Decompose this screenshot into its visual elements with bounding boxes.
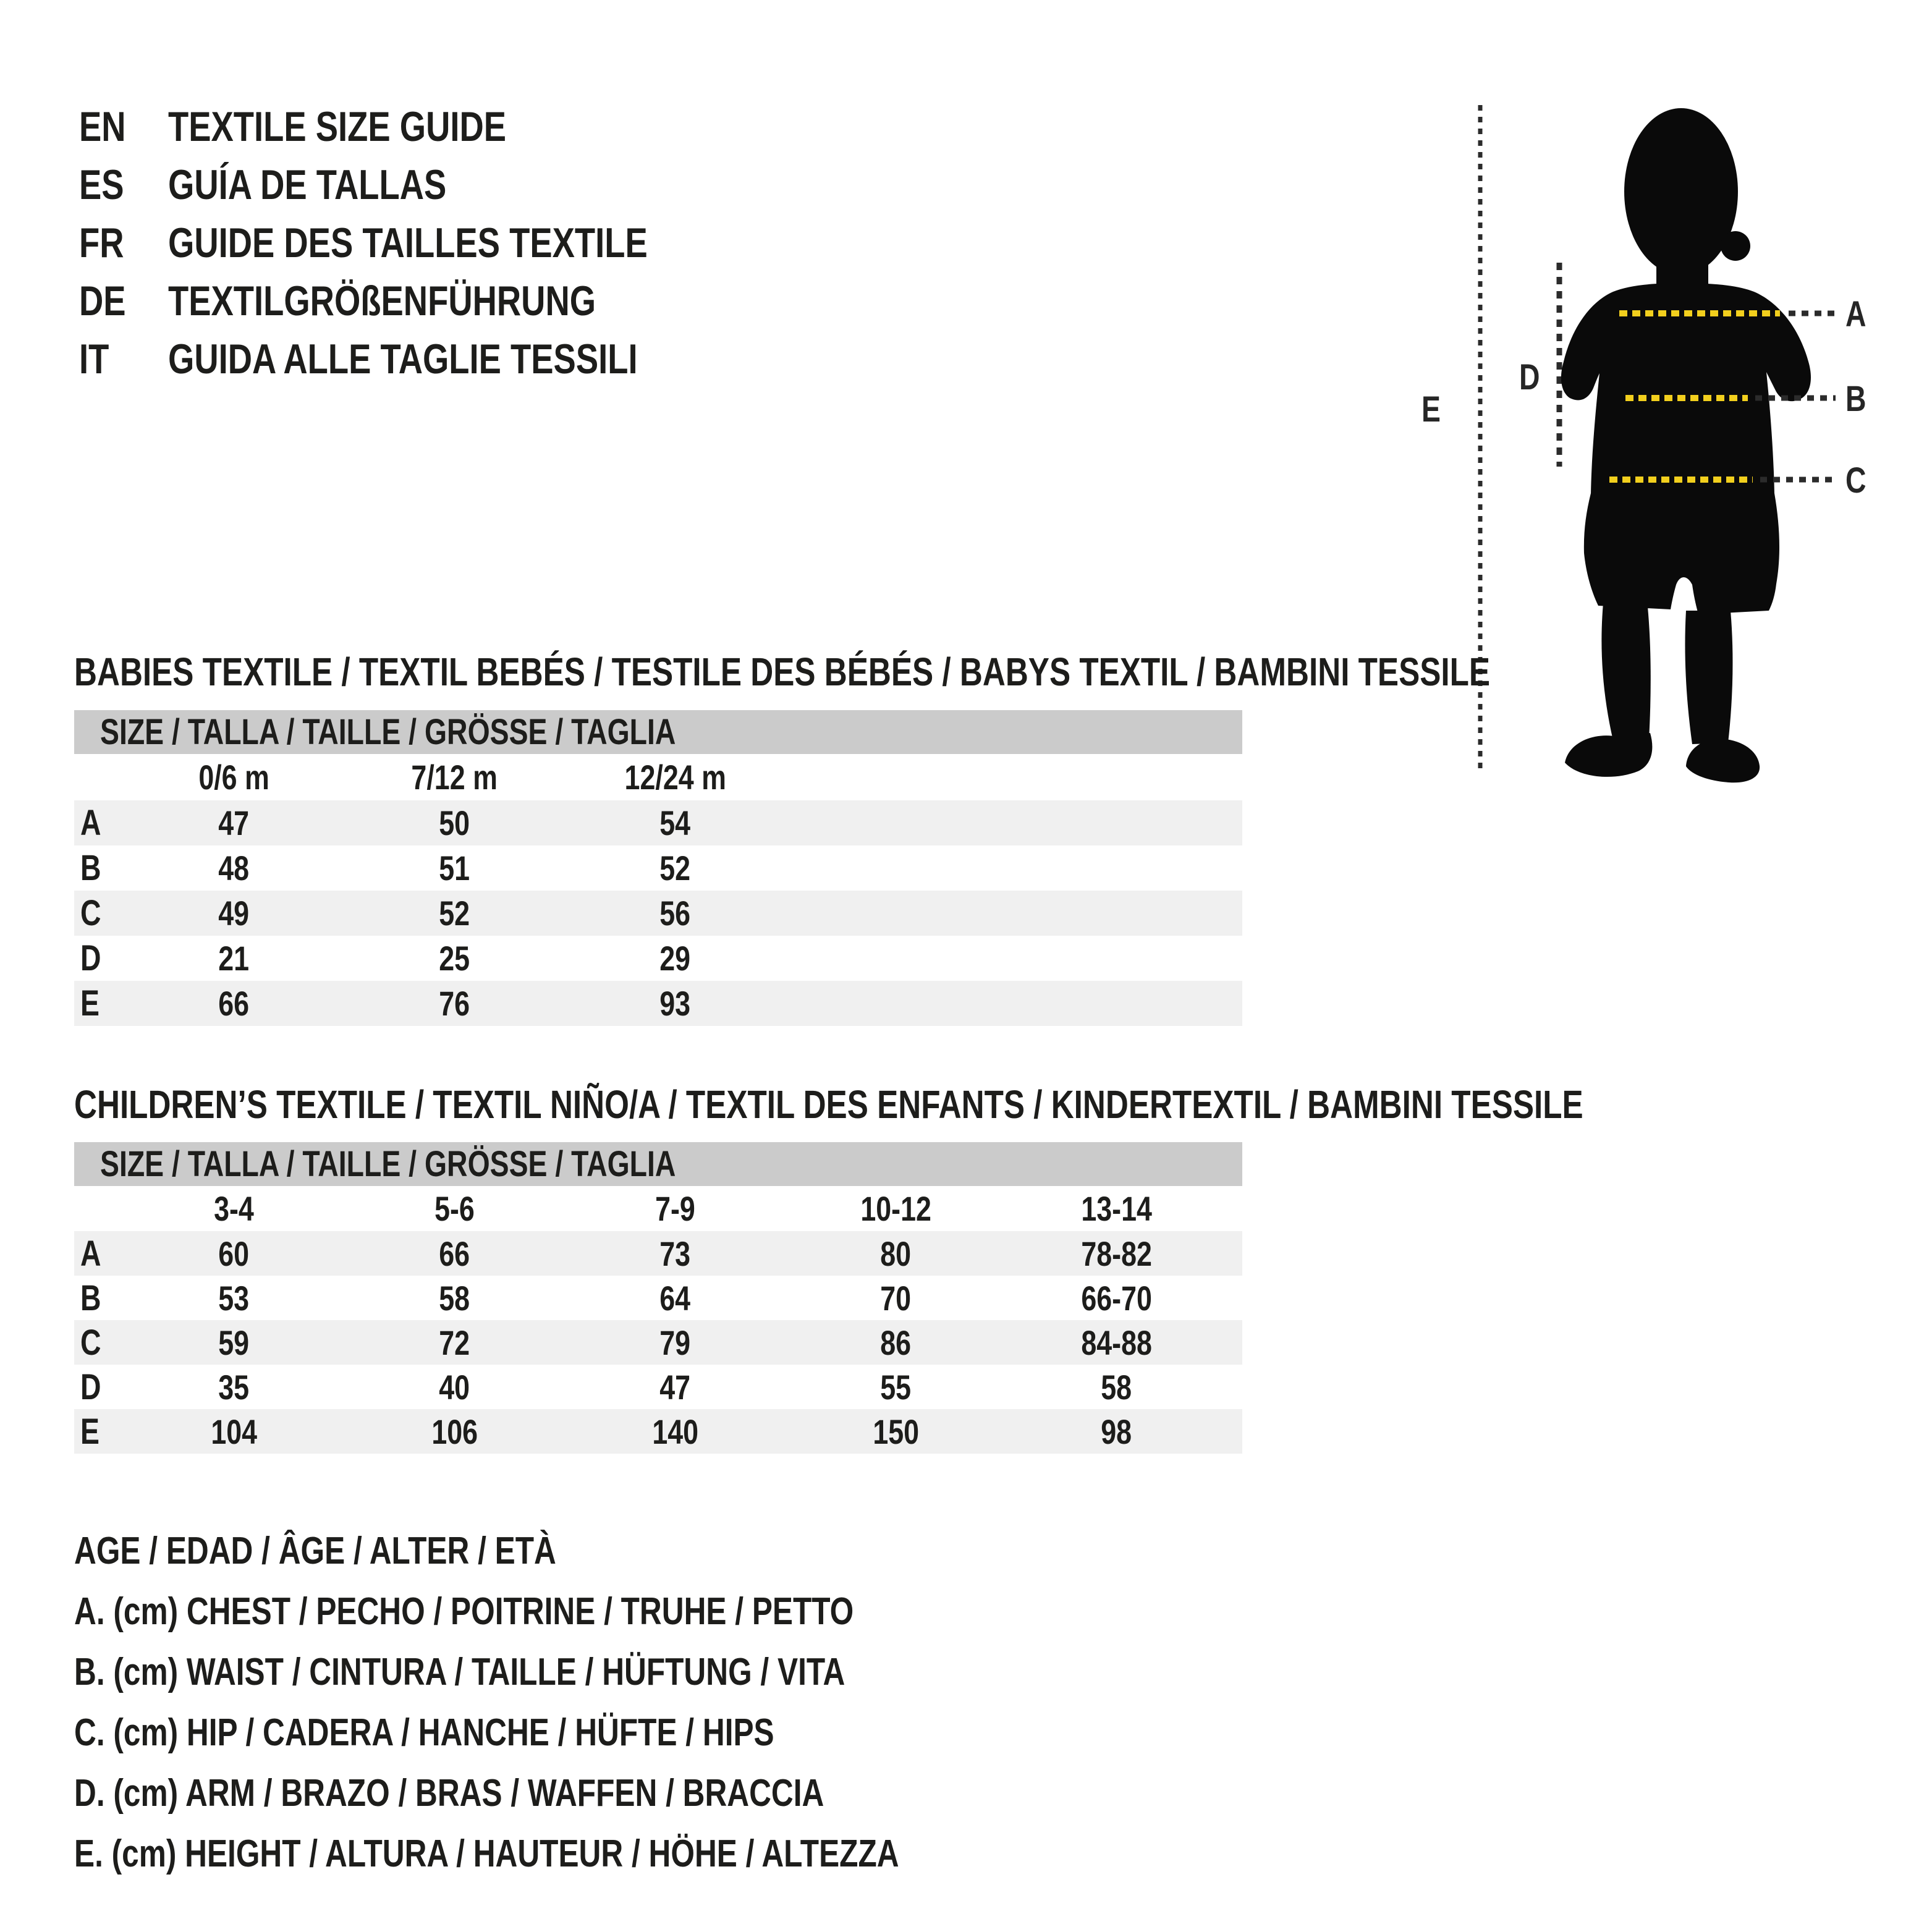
legend-item-hip	[74, 1702, 1105, 1763]
measure-label-e: E	[1421, 389, 1441, 430]
row-label: D	[80, 938, 101, 978]
cell-value: 47	[659, 1367, 691, 1407]
silhouette-left-shoe	[1565, 733, 1652, 777]
cell-value: 84-88	[1081, 1323, 1152, 1362]
legend-item-arm	[74, 1763, 1105, 1823]
cell-value: 66	[218, 984, 250, 1023]
row-label: A	[80, 803, 101, 843]
cell-value: 64	[659, 1278, 691, 1318]
cell-value: 52	[659, 849, 691, 888]
cell-value: 59	[218, 1323, 250, 1362]
cell-value: 40	[439, 1367, 470, 1407]
babies-column-header-row	[74, 754, 1242, 800]
language-row-fr	[79, 214, 768, 272]
cell-value: 106	[431, 1412, 478, 1451]
row-label: C	[80, 1322, 101, 1363]
silhouette-right-shoe	[1686, 739, 1760, 782]
table-row	[74, 891, 1242, 936]
legend-age-text: AGE / EDAD / ÂGE / ALTER / ETÀ	[74, 1529, 556, 1572]
cell-value: 35	[218, 1367, 250, 1407]
guide-title-es: GUÍA DE TALLAS	[168, 161, 447, 208]
table-row	[74, 1365, 1242, 1409]
guide-title-it: GUIDA ALLE TAGLIE TESSILI	[168, 336, 638, 383]
row-label: B	[80, 848, 101, 888]
legend-chest-text: A. (cm) CHEST / PECHO / POITRINE / TRUHE / PETTO	[74, 1590, 854, 1633]
children-col-10-12: 10-12	[860, 1189, 931, 1228]
language-code: IT	[79, 336, 109, 383]
row-label: D	[80, 1366, 101, 1407]
babies-size-table	[74, 710, 1242, 1026]
cell-value: 50	[439, 803, 470, 842]
measure-label-d: D	[1519, 357, 1540, 398]
cell-value: 76	[439, 984, 470, 1023]
cell-value: 79	[659, 1323, 691, 1362]
children-col-7-9: 7-9	[655, 1189, 695, 1228]
babies-section-title-text: BABIES TEXTILE / TEXTIL BEBÉS / TESTILE DES BÉBÉS / BABYS TEXTIL / BAMBINI TESSILE	[74, 650, 1491, 694]
legend-arm-text: D. (cm) ARM / BRAZO / BRAS / WAFFEN / BRACCIA	[74, 1771, 824, 1815]
cell-value: 52	[439, 894, 470, 933]
children-section-title	[74, 1083, 1932, 1126]
cell-value: 49	[218, 894, 250, 933]
language-row-it	[79, 330, 768, 388]
measure-label-a: A	[1845, 294, 1866, 335]
babies-size-header-bar	[74, 710, 1242, 754]
row-label: C	[80, 893, 101, 933]
language-code: DE	[79, 278, 126, 324]
row-label: B	[80, 1277, 101, 1318]
cell-value: 58	[1101, 1367, 1132, 1407]
guide-title-de: TEXTILGRÖßENFÜHRUNG	[168, 278, 596, 324]
table-row	[74, 936, 1242, 981]
table-row	[74, 845, 1242, 891]
children-size-header-text: SIZE / TALLA / TAILLE / GRÖSSE / TAGLIA	[100, 1144, 676, 1184]
cell-value: 58	[439, 1278, 470, 1318]
silhouette-shorts	[1584, 493, 1779, 614]
legend-height-text: E. (cm) HEIGHT / ALTURA / HAUTEUR / HÖHE / ALTEZZA	[74, 1832, 899, 1875]
measure-label-b: B	[1845, 379, 1866, 420]
guide-title-en: TEXTILE SIZE GUIDE	[168, 103, 507, 150]
babies-col-0-6m: 0/6 m	[198, 758, 269, 797]
cell-value: 70	[880, 1278, 912, 1318]
measure-label-c: C	[1845, 460, 1866, 501]
cell-value: 55	[880, 1367, 912, 1407]
language-title-list	[79, 98, 768, 388]
cell-value: 53	[218, 1278, 250, 1318]
silhouette-head	[1624, 108, 1738, 275]
cell-value: 60	[218, 1234, 250, 1273]
babies-section-title	[74, 650, 1844, 693]
cell-value: 80	[880, 1234, 912, 1273]
cell-value: 29	[659, 939, 691, 978]
children-col-3-4: 3-4	[214, 1189, 254, 1228]
cell-value: 98	[1101, 1412, 1132, 1451]
table-row	[74, 1276, 1242, 1320]
cell-value: 93	[659, 984, 691, 1023]
table-row	[74, 1409, 1242, 1454]
children-size-header-bar	[74, 1142, 1242, 1186]
language-code: ES	[79, 161, 124, 208]
silhouette-ear	[1721, 231, 1750, 261]
children-col-5-6: 5-6	[434, 1189, 475, 1228]
row-label: A	[80, 1233, 101, 1274]
legend-item-height	[74, 1823, 1105, 1884]
guide-title-fr: GUIDE DES TAILLES TEXTILE	[168, 219, 648, 266]
cell-value: 104	[211, 1412, 257, 1451]
legend-item-chest	[74, 1581, 1105, 1642]
row-label: E	[80, 983, 100, 1023]
cell-value: 48	[218, 849, 250, 888]
babies-col-7-12m: 7/12 m	[411, 758, 498, 797]
language-row-es	[79, 156, 768, 214]
babies-size-header-text: SIZE / TALLA / TAILLE / GRÖSSE / TAGLIA	[100, 712, 676, 752]
cell-value: 66-70	[1081, 1278, 1152, 1318]
row-label: E	[80, 1411, 100, 1452]
measurement-legend	[74, 1520, 1105, 1884]
legend-age-line	[74, 1520, 1105, 1581]
children-col-13-14: 13-14	[1081, 1189, 1152, 1228]
table-row	[74, 800, 1242, 845]
cell-value: 51	[439, 849, 470, 888]
language-code: FR	[79, 219, 124, 266]
table-row	[74, 1231, 1242, 1276]
legend-hip-text: C. (cm) HIP / CADERA / HANCHE / HÜFTE / HIPS	[74, 1711, 774, 1754]
legend-waist-text: B. (cm) WAIST / CINTURA / TAILLE / HÜFTUNG / VITA	[74, 1650, 845, 1693]
cell-value: 73	[659, 1234, 691, 1273]
cell-value: 140	[652, 1412, 698, 1451]
babies-col-12-24m: 12/24 m	[624, 758, 726, 797]
cell-value: 21	[218, 939, 250, 978]
language-row-de	[79, 272, 768, 330]
cell-value: 25	[439, 939, 470, 978]
cell-value: 66	[439, 1234, 470, 1273]
language-code: EN	[79, 103, 126, 150]
children-column-header-row	[74, 1186, 1242, 1231]
cell-value: 47	[218, 803, 250, 842]
language-row-en	[79, 98, 768, 156]
cell-value: 72	[439, 1323, 470, 1362]
cell-value: 56	[659, 894, 691, 933]
children-section-title-text: CHILDREN’S TEXTILE / TEXTIL NIÑO/A / TEXTIL DES ENFANTS / KINDERTEXTIL / BAMBINI TESSILE	[74, 1082, 1583, 1127]
cell-value: 86	[880, 1323, 912, 1362]
cell-value: 150	[873, 1412, 919, 1451]
cell-value: 78-82	[1081, 1234, 1152, 1273]
table-row	[74, 981, 1242, 1026]
cell-value: 54	[659, 803, 691, 842]
children-size-table	[74, 1142, 1242, 1454]
legend-item-waist	[74, 1642, 1105, 1702]
table-row	[74, 1320, 1242, 1365]
